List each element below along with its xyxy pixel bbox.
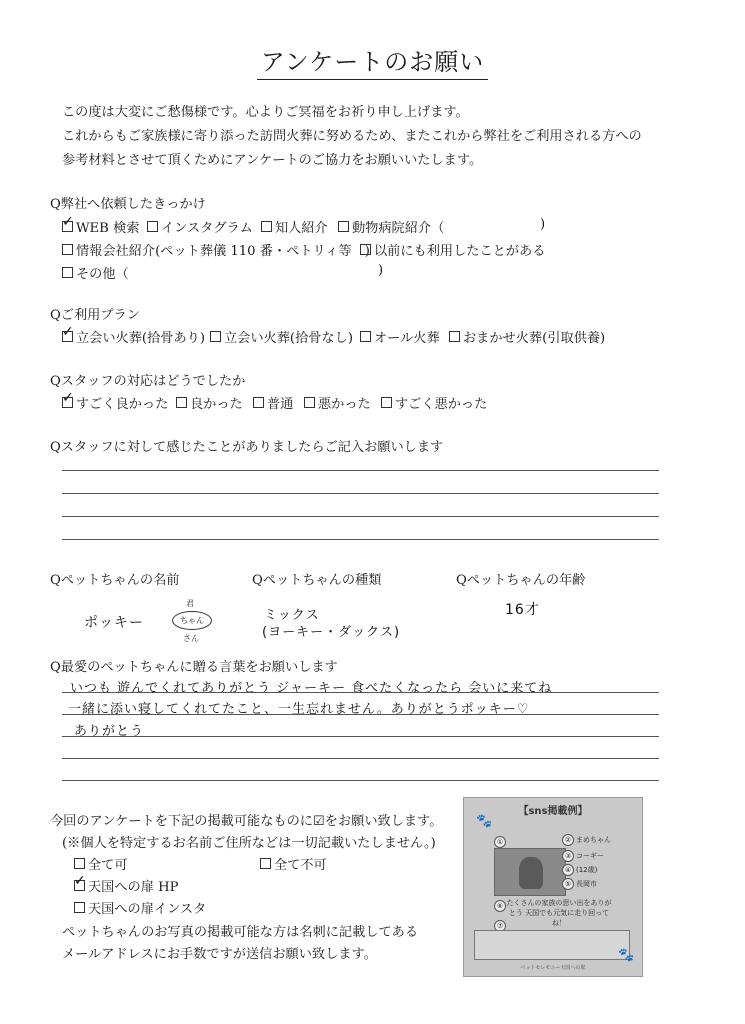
q5-answer-line-5[interactable] — [62, 780, 659, 781]
q1-option-info-company[interactable]: 情報会社紹介(ペット葬儀 110 番・ペトリィ等 ) — [62, 240, 370, 259]
sample-num-1: ① — [494, 836, 506, 848]
pet-type-label: Qペットちゃんの種類 — [252, 573, 382, 588]
message-line-2: 一緒に添い寝してくれてたこと、一生忘れません。ありがとうポッキー♡ — [68, 702, 530, 717]
q1-vet-close: ) — [540, 217, 546, 232]
message-line-1: いつも 遊んでくれてありがとう ジャーキー 食べたくなったら 会いに来てね — [70, 681, 553, 696]
pet-type-value-2: (ヨーキー・ダックス) — [262, 625, 401, 640]
q5-answer-line-1[interactable] — [62, 692, 659, 693]
q2-option-attend-no-bones[interactable]: 立会い火葬(拾骨なし) — [210, 327, 353, 346]
pet-age-value: 16才 — [505, 602, 540, 618]
photo-note-1: ペットちゃんのお写真の掲載可能な方は名刺に記載してある — [62, 925, 419, 940]
q3-option-very-bad[interactable]: すごく悪かった — [381, 393, 487, 412]
checkbox[interactable] — [261, 221, 272, 232]
q1-label: Q弊社へ依頼したきっかけ — [50, 197, 206, 212]
intro-line-3: 参考材料とさせて頂くためにアンケートのご協力をお願いいたします。 — [62, 153, 483, 168]
q2-option-all[interactable]: オール火葬 — [360, 327, 440, 346]
sample-num-5: ⑤ — [562, 878, 574, 890]
q3-option-bad[interactable]: 悪かった — [304, 393, 371, 412]
q1-option-vet[interactable]: 動物病院紹介（ — [338, 217, 444, 236]
sample-comment-box — [474, 930, 630, 960]
consent-note: (※個人を特定するお名前ご住所などは一切記載いたしません。) — [62, 836, 436, 851]
q5-label: Q最愛のペットちゃんに贈る言葉をお願いします — [50, 660, 338, 675]
q1-other-close: ) — [378, 263, 384, 278]
checkbox-checked[interactable] — [62, 397, 73, 408]
checkbox[interactable] — [176, 397, 187, 408]
q2-label: Qご利用プラン — [50, 308, 140, 323]
q5-answer-line-4[interactable] — [62, 758, 659, 759]
photo-note-2: メールアドレスにお手数ですが送信お願い致します。 — [62, 947, 377, 962]
sample-num-3: ③ — [562, 850, 574, 862]
q5-answer-line-2[interactable] — [62, 714, 659, 715]
q3-option-very-good[interactable]: ✓すごく良かった — [62, 393, 168, 412]
checkbox[interactable] — [360, 331, 371, 342]
q4-answer-line-4[interactable] — [62, 539, 659, 540]
checkbox-checked[interactable] — [62, 221, 73, 232]
message-line-3: ありがとう — [74, 724, 145, 739]
q2-option-omakase[interactable]: おまかせ火葬(引取供養) — [449, 327, 605, 346]
q4-answer-line-3[interactable] — [62, 516, 659, 517]
consent-option-all-ok[interactable]: 全て可 — [74, 854, 128, 873]
checkbox[interactable] — [74, 902, 85, 913]
q1-option-instagram[interactable]: インスタグラム — [147, 217, 253, 236]
paw-icon: 🐾 — [618, 948, 635, 963]
checkbox[interactable] — [381, 397, 392, 408]
q1-option-friend[interactable]: 知人紹介 — [261, 217, 328, 236]
sns-sample-card — [463, 797, 643, 977]
intro-line-1: この度は大変にご愁傷様です。心よりご冥福をお祈り申し上げます。 — [62, 105, 469, 120]
pet-name-value: ポッキー — [84, 615, 144, 631]
q1-option-other[interactable]: その他（ — [62, 263, 129, 282]
sample-item-age: (12歳) — [576, 866, 598, 874]
sample-title: 【sns掲載例】 — [518, 806, 588, 817]
checkbox[interactable] — [62, 267, 73, 278]
consent-option-insta[interactable]: 天国への扉インスタ — [74, 898, 206, 917]
intro-line-2: これからもご家族様に寄り添った訪問火葬に努めるため、またこれから弊社をご利用される方への — [62, 129, 642, 144]
pet-type-value-1: ミックス — [264, 608, 320, 623]
sample-footer: ペットセレモニー天国への扉 — [520, 965, 586, 971]
consent-option-all-ng[interactable]: 全て不可 — [260, 854, 327, 873]
checkbox[interactable] — [449, 331, 460, 342]
q1-option-repeat[interactable]: 以前にも利用したことがある — [360, 240, 545, 259]
sample-num-4: ④ — [562, 864, 574, 876]
q4-answer-line-1[interactable] — [62, 470, 659, 471]
pet-name-label: Qペットちゃんの名前 — [50, 573, 180, 588]
checkbox[interactable] — [210, 331, 221, 342]
q5-answer-line-3[interactable] — [62, 736, 659, 737]
page-title: アンケートのお願い — [0, 42, 745, 77]
q3-option-good[interactable]: 良かった — [176, 393, 243, 412]
checkbox[interactable] — [147, 221, 158, 232]
checkbox[interactable] — [62, 244, 73, 255]
q2-option-attend-with-bones[interactable]: ✓立会い火葬(拾骨あり) — [62, 327, 205, 346]
pet-age-label: Qペットちゃんの年齢 — [456, 573, 586, 588]
checkbox[interactable] — [74, 858, 85, 869]
checkbox[interactable] — [338, 221, 349, 232]
checkbox[interactable] — [360, 244, 371, 255]
sample-num-2: ② — [562, 834, 574, 846]
paw-icon: 🐾 — [476, 814, 493, 829]
honorific-kun: 君 — [186, 599, 194, 608]
q4-answer-line-2[interactable] — [62, 493, 659, 494]
q3-label: Qスタッフの対応はどうでしたか — [50, 374, 246, 389]
honorific-san: さん — [183, 634, 199, 643]
sample-num-6: ⑥ — [494, 900, 506, 912]
checkbox[interactable] — [304, 397, 315, 408]
dog-silhouette — [519, 857, 543, 889]
checkbox-checked[interactable] — [62, 331, 73, 342]
consent-option-hp[interactable]: ✓天国への扉 HP — [74, 876, 179, 895]
consent-intro: 今回のアンケートを下記の掲載可能なものに☑をお願い致します。 — [50, 814, 443, 829]
sample-message: たくさんの家族の思い出をありがとう 天国でも元気に走り回ってね！ — [506, 899, 612, 927]
checkbox[interactable] — [253, 397, 264, 408]
q4-label: Qスタッフに対して感じたことがありましたらご記入お願いします — [50, 440, 444, 455]
sample-item-breed: コーギー — [576, 852, 604, 860]
q1-option-web[interactable]: ✓WEB 検索 — [62, 217, 139, 236]
honorific-chan-circled: ちゃん — [172, 611, 212, 630]
sample-num-7: ⑦ — [494, 920, 506, 932]
sample-item-city: 長岡市 — [576, 880, 597, 888]
sample-item-name: まめちゃん — [576, 836, 611, 844]
checkbox[interactable] — [260, 858, 271, 869]
sample-dog-photo — [494, 848, 566, 896]
checkbox-checked[interactable] — [74, 880, 85, 891]
q3-option-normal[interactable]: 普通 — [253, 393, 293, 412]
